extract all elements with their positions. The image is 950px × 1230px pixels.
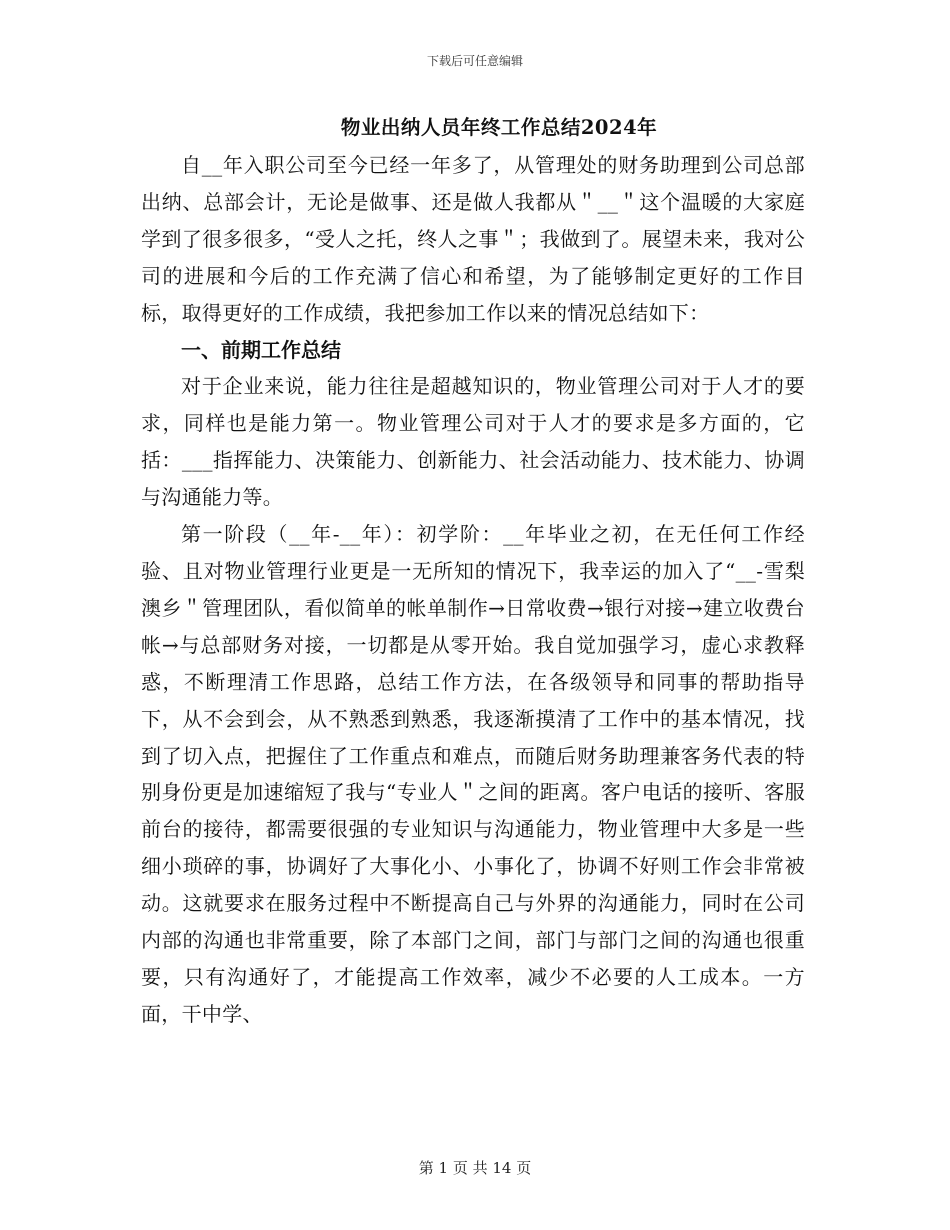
document-title: 物业出纳人员年终工作总结2024年 [340,116,658,139]
page-number: 第 1 页 共 14 页 [418,1159,532,1177]
stage-one-paragraph: 第一阶段（__年-__年）：初学阶：__年毕业之初，在无任何工作经验、且对物业管理行业更是一无所知的情况下，我幸运的加入了“__-雪梨澳乡＂管理团队，看似简单的帐单制作→日常收费→银行对接→建立收费台帐→与总部财务对接，一切都是从零开始。我自觉加强学习，虚心求教释惑，不断理清工作思路，总结工作方法，在各级领导和同事的帮助指导下，从不会到会，从不熟悉到熟悉，我逐渐摸清了工作中的基本情况，找到了切入点，把握住了工作重点和难点，而随后财务助理兼客务代表的特别身份更是加速缩短了我与“专业人＂之间的距离。客户电话的接听、客服前台的接待，都需要很强的专业知识与沟通能力，物业管理中大多是一些细小琐碎的事，协调好了大事化小、小事化了，协调不好则工作会非常被动。这就要求在服务过程中不断提高自己与外界的沟通能力，同时在公司内部的沟通也非常重要，除了本部门之间，部门与部门之间的沟通也很重要，只有沟通好了，才能提高工作效率，减少不必要的人工成本。一方面，干中学、 [141,522,805,1026]
page-header-note: 下载后可任意编辑 [426,54,523,68]
ability-paragraph: 对于企业来说，能力往往是超越知识的，物业管理公司对于人才的要求，同样也是能力第一。物业管理公司对于人才的要求是多方面的，它括：___指挥能力、决策能力、创新能力、社会活动能力、技术能力、协调与沟通能力等。 [141,374,805,510]
section-heading: 一、前期工作总结 [181,337,341,362]
intro-paragraph: 自__年入职公司至今已经一年多了，从管理处的财务助理到公司总部出纳、总部会计，无论是做事、还是做人我都从＂__＂这个温暖的大家庭学到了很多很多，“受人之托，终人之事＂；我做到了。展望未来，我对公司的进展和今后的工作充满了信心和希望，为了能够制定更好的工作目标，取得更好的工作成绩，我把参加工作以来的情况总结如下： [141,153,805,325]
document-body [141,147,805,1033]
